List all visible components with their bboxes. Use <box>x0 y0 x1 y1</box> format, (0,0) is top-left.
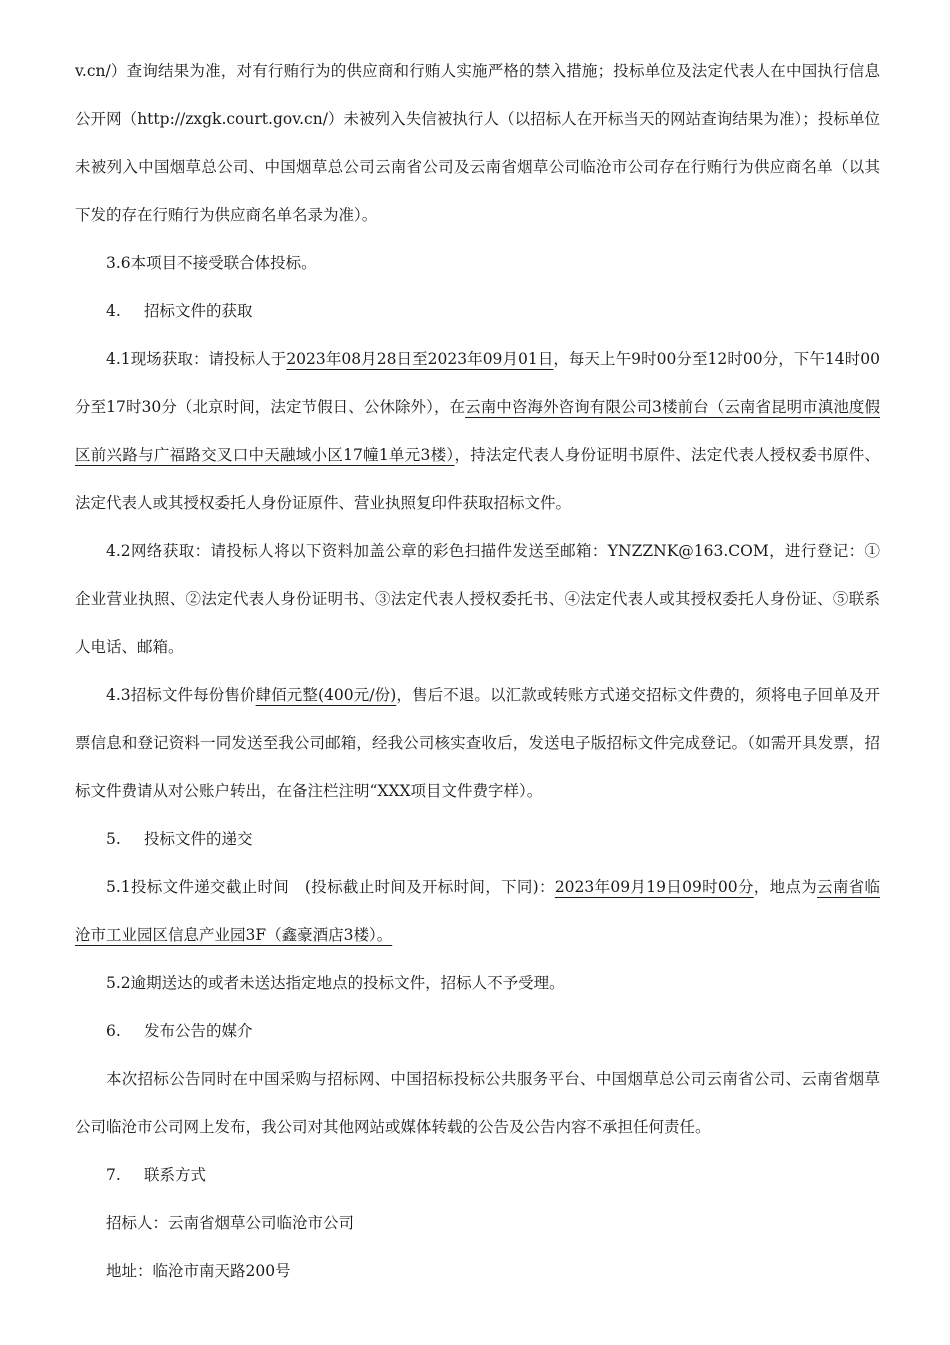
location-underlined: 云南省临沧市工业园区信息产业园3F（鑫豪酒店3楼）。 <box>75 878 880 944</box>
location-underlined: 云南中咨海外咨询有限公司3楼前台（云南省昆明市滇池度假区前兴路与广福路交叉口中天融域小区17幢1单元3楼） <box>75 398 880 464</box>
price-underlined: 肆佰元整(400元/份) <box>255 686 397 704</box>
section-number: 4. <box>106 302 121 320</box>
section-6-heading <box>75 1007 880 1055</box>
text-run: 4.3招标文件每份售价 <box>106 686 256 704</box>
section-title: 联系方式 <box>144 1166 207 1184</box>
paragraph-5-1 <box>75 863 880 959</box>
text-run: ，每天上午9时00分至12时00分，下午14时00分至17时30分（北京时间，法定节假日、公休除外），在 <box>75 350 880 416</box>
tenderer-line: 招标人：云南省烟草公司临沧市公司 <box>106 1214 355 1232</box>
section-number: 5. <box>106 830 121 848</box>
section-7-heading <box>75 1151 880 1199</box>
section-title: 发布公告的媒介 <box>144 1022 253 1040</box>
deadline-underlined: 2023年09月19日09时00分 <box>554 878 754 896</box>
section-4-heading <box>75 287 880 335</box>
paragraph-5-2: 5.2逾期送达的或者未送达指定地点的投标文件，招标人不予受理。 <box>106 974 565 992</box>
section-title: 投标文件的递交 <box>144 830 253 848</box>
document-page <box>75 50 880 1295</box>
address-line: 地址：临沧市南天路200号 <box>106 1262 291 1280</box>
section-5-heading <box>75 815 880 863</box>
date-range-underlined: 2023年08月28日至2023年09月01日 <box>286 350 554 368</box>
text-run: ，地点为 <box>753 878 818 896</box>
paragraph-6: 本次招标公告同时在中国采购与招标网、中国招标投标公共服务平台、中国烟草总公司云南省公司、云南省烟草公司临沧市公司网上发布，我公司对其他网站或媒体转载的公告及公告内容不承担任何责任。 <box>75 1070 880 1136</box>
paragraph-4-1 <box>75 335 880 527</box>
section-title: 招标文件的获取 <box>144 302 253 320</box>
paragraph-4-2: 4.2网络获取：请投标人将以下资料加盖公章的彩色扫描件发送至邮箱：YNZZNK@163.COM，进行登记：①企业营业执照、②法定代表人身份证明书、③法定代表人授权委托书、④法定代表人或其授权委托人身份证、⑤联系人电话、邮箱。 <box>75 542 880 656</box>
paragraph-3-6: 3.6本项目不接受联合体投标。 <box>106 254 317 272</box>
paragraph-4-3 <box>75 671 880 815</box>
text-run: ，持法定代表人身份证明书原件、法定代表人授权委书原件、法定代表人或其授权委托人身份证原件、营业执照复印件获取招标文件。 <box>75 446 880 512</box>
text-run: 5.1投标文件递交截止时间 (投标截止时间及开标时间，下同)： <box>106 878 555 896</box>
text-run: ，售后不退。以汇款或转账方式递交招标文件费的，须将电子回单及开票信息和登记资料一同发送至我公司邮箱，经我公司核实查收后，发送电子版招标文件完成登记。（如需开具发票，招标文件费请从对公账户转出，在备注栏注明“XXX项目文件费字样）。 <box>75 686 880 800</box>
text-run: 4.1现场获取：请投标人于 <box>106 350 287 368</box>
paragraph-blacklist-continuation: v.cn/）查询结果为准，对有行贿行为的供应商和行贿人实施严格的禁入措施；投标单位及法定代表人在中国执行信息公开网（http://zxgk.court.gov.cn/）未被列入失信被执行人（以招标人在开标当天的网站查询结果为准）；投标单位未被列入中国烟草总公司、中国烟草总公司云南省公司及云南省烟草公司临沧市公司存在行贿行为供应商名单（以其下发的存在行贿行为供应商名单名录为准）。 <box>75 62 880 224</box>
section-number: 7. <box>106 1166 121 1184</box>
section-number: 6. <box>106 1022 121 1040</box>
